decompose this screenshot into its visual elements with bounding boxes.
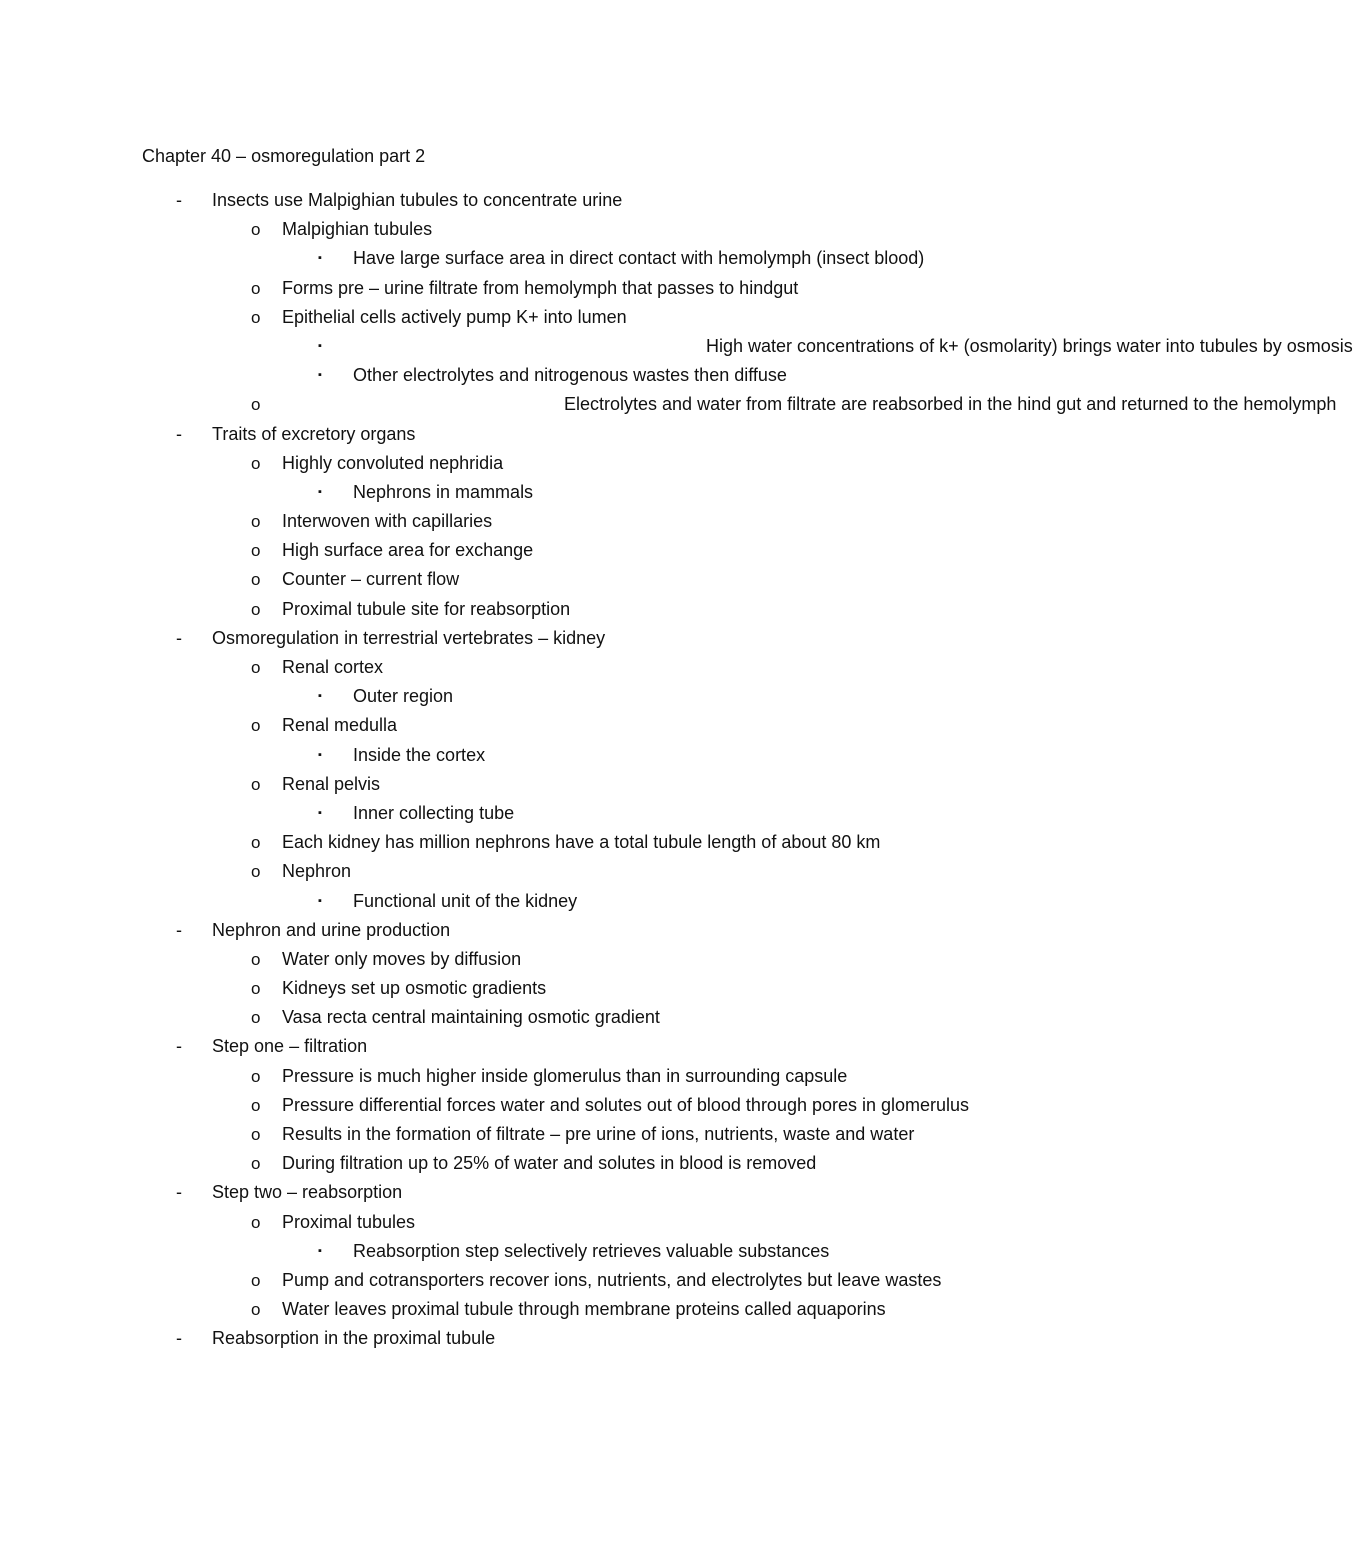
outline-item-text: Renal pelvis [282, 773, 381, 794]
outline-item-level-2 [0, 536, 1200, 565]
outline-item-text: Pump and cotransporters recover ions, nutrients, and electrolytes but leave wastes [282, 1269, 942, 1290]
circle-bullet-icon: o [251, 1212, 261, 1232]
outline-item-text: Kidneys set up osmotic gradients [282, 978, 547, 999]
outline-item-text: Renal medulla [282, 715, 398, 736]
outline-item-text: Reabsorption in the proximal tubule [212, 1328, 496, 1349]
square-bullet-icon: ▪ [318, 1244, 322, 1257]
square-bullet-icon: ▪ [318, 748, 322, 761]
circle-bullet-icon: o [251, 453, 261, 473]
outline-item-text: Forms pre – urine filtrate from hemolymph that passes to hindgut [282, 277, 799, 298]
outline-item-text: Pressure is much higher inside glomerulus than in surrounding capsule [282, 1065, 848, 1086]
outline-item-level-3 [0, 682, 1200, 711]
outline-item-level-2 [0, 1062, 1200, 1091]
circle-bullet-icon: o [251, 979, 261, 999]
outline-item-text: High surface area for exchange [282, 540, 534, 561]
outline-item-level-2 [0, 770, 1200, 799]
outline-item-level-1 [0, 1178, 1200, 1207]
square-bullet-icon: ▪ [318, 252, 322, 265]
outline-item-text: Have large surface area in direct contact with hemolymph (insect blood) [353, 248, 925, 269]
circle-bullet-icon: o [251, 862, 261, 882]
dash-bullet-icon: - [176, 1036, 182, 1057]
outline-item-text: Inner collecting tube [353, 802, 515, 823]
square-bullet-icon: ▪ [318, 894, 322, 907]
outline-item-level-2 [0, 828, 1200, 857]
circle-bullet-icon: o [251, 307, 261, 327]
dash-bullet-icon: - [176, 627, 182, 648]
outline-item-level-3 [0, 1237, 1200, 1266]
dash-bullet-icon: - [176, 919, 182, 940]
circle-bullet-icon: o [251, 1008, 261, 1028]
circle-bullet-icon: o [251, 1095, 261, 1115]
outline-item-level-1 [0, 186, 1200, 215]
outline-item-text: Counter – current flow [282, 569, 460, 590]
outline-item-level-2 [0, 1266, 1200, 1295]
outline-item-text: Renal cortex [282, 657, 384, 678]
outline-item-level-2 [0, 274, 1200, 303]
outline-item-level-1 [0, 624, 1200, 653]
outline-item-text: During filtration up to 25% of water and solutes in blood is removed [282, 1153, 817, 1174]
circle-bullet-icon: o [251, 220, 261, 240]
outline-item-level-2 [0, 303, 1200, 332]
outline-item-level-2 [0, 945, 1200, 974]
outline-item-level-2 [0, 595, 1200, 624]
outline-item-text: Electrolytes and water from filtrate are reabsorbed in the hind gut and returned to the hemolymph [564, 394, 1337, 415]
circle-bullet-icon: o [251, 716, 261, 736]
outline-item-level-2 [0, 1295, 1200, 1324]
outline-item-text: Nephron [282, 861, 352, 882]
circle-bullet-icon: o [251, 278, 261, 298]
outline-item-level-2 [0, 215, 1200, 244]
circle-bullet-icon: o [251, 1066, 261, 1086]
outline-item-text: Traits of excretory organs [212, 423, 416, 444]
circle-bullet-icon: o [251, 1125, 261, 1145]
outline-item-level-1 [0, 1324, 1200, 1353]
outline-item-level-2 [0, 857, 1200, 886]
circle-bullet-icon: o [251, 541, 261, 561]
dash-bullet-icon: - [176, 423, 182, 444]
outline-item-text: Inside the cortex [353, 744, 486, 765]
outline-item-text: Nephrons in mammals [353, 481, 534, 502]
dash-bullet-icon: - [176, 1182, 182, 1203]
outline-item-text: Osmoregulation in terrestrial vertebrates – kidney [212, 627, 606, 648]
outline-item-text: Vasa recta central maintaining osmotic gradient [282, 1007, 660, 1028]
circle-bullet-icon: o [251, 395, 261, 415]
outline-item-level-1 [0, 916, 1200, 945]
outline-item-text: Proximal tubule site for reabsorption [282, 598, 571, 619]
outline-item-level-2 [0, 1208, 1200, 1237]
circle-bullet-icon: o [251, 599, 261, 619]
outline-item-level-3 [0, 887, 1200, 916]
outline-item-text: Other electrolytes and nitrogenous wastes then diffuse [353, 365, 787, 386]
outline-item-text: Epithelial cells actively pump K+ into lumen [282, 306, 627, 327]
circle-bullet-icon: o [251, 949, 261, 969]
square-bullet-icon: ▪ [318, 369, 322, 382]
outline-item-level-2 [0, 507, 1200, 536]
circle-bullet-icon: o [251, 570, 261, 590]
outline-item-level-2 [0, 390, 1337, 419]
outline-item-text: Malpighian tubules [282, 219, 433, 240]
outline-item-text: High water concentrations of k+ (osmolarity) brings water into tubules by osmosis [706, 335, 1353, 356]
square-bullet-icon: ▪ [318, 806, 322, 819]
outline-item-text: Proximal tubules [282, 1211, 416, 1232]
dash-bullet-icon: - [176, 1328, 182, 1349]
outline-item-text: Each kidney has million nephrons have a total tubule length of about 80 km [282, 832, 881, 853]
circle-bullet-icon: o [251, 1300, 261, 1320]
circle-bullet-icon: o [251, 1270, 261, 1290]
outline-item-level-1 [0, 420, 1200, 449]
outline-item-level-1 [0, 1032, 1200, 1061]
outline-item-text: Outer region [353, 686, 454, 707]
circle-bullet-icon: o [251, 1154, 261, 1174]
outline-item-level-2 [0, 1149, 1200, 1178]
outline-item-level-3 [0, 799, 1200, 828]
outline-item-level-3 [0, 741, 1200, 770]
outline-item-level-2 [0, 1091, 1200, 1120]
outline-item-text: Step two – reabsorption [212, 1182, 403, 1203]
notes-outline [0, 186, 1353, 1354]
outline-item-text: Highly convoluted nephridia [282, 452, 504, 473]
outline-item-level-3 [0, 332, 1353, 361]
outline-item-level-2 [0, 565, 1200, 594]
outline-item-text: Pressure differential forces water and solutes out of blood through pores in glomerulus [282, 1094, 970, 1115]
outline-item-level-2 [0, 974, 1200, 1003]
dash-bullet-icon: - [176, 190, 182, 210]
outline-item-text: Water only moves by diffusion [282, 948, 522, 969]
outline-item-text: Water leaves proximal tubule through membrane proteins called aquaporins [282, 1299, 886, 1320]
page-title: Chapter 40 – osmoregulation part 2 [142, 146, 426, 166]
circle-bullet-icon: o [251, 512, 261, 532]
outline-item-level-3 [0, 244, 1200, 273]
circle-bullet-icon: o [251, 774, 261, 794]
outline-item-level-2 [0, 711, 1200, 740]
outline-item-text: Insects use Malpighian tubules to concentrate urine [212, 190, 623, 210]
square-bullet-icon: ▪ [318, 690, 322, 703]
outline-item-level-2 [0, 1003, 1200, 1032]
outline-item-level-2 [0, 653, 1200, 682]
outline-item-text: Interwoven with capillaries [282, 511, 493, 532]
square-bullet-icon: ▪ [318, 339, 322, 352]
outline-item-level-2 [0, 449, 1200, 478]
outline-item-level-3 [0, 478, 1200, 507]
outline-item-text: Step one – filtration [212, 1036, 368, 1057]
circle-bullet-icon: o [251, 658, 261, 678]
outline-item-text: Nephron and urine production [212, 919, 451, 940]
square-bullet-icon: ▪ [318, 485, 322, 498]
circle-bullet-icon: o [251, 833, 261, 853]
outline-item-text: Reabsorption step selectively retrieves valuable substances [353, 1240, 830, 1261]
outline-item-text: Functional unit of the kidney [353, 890, 578, 911]
outline-item-level-3 [0, 361, 1200, 390]
outline-item-level-2 [0, 1120, 1200, 1149]
outline-item-text: Results in the formation of filtrate – pre urine of ions, nutrients, waste and water [282, 1124, 915, 1145]
